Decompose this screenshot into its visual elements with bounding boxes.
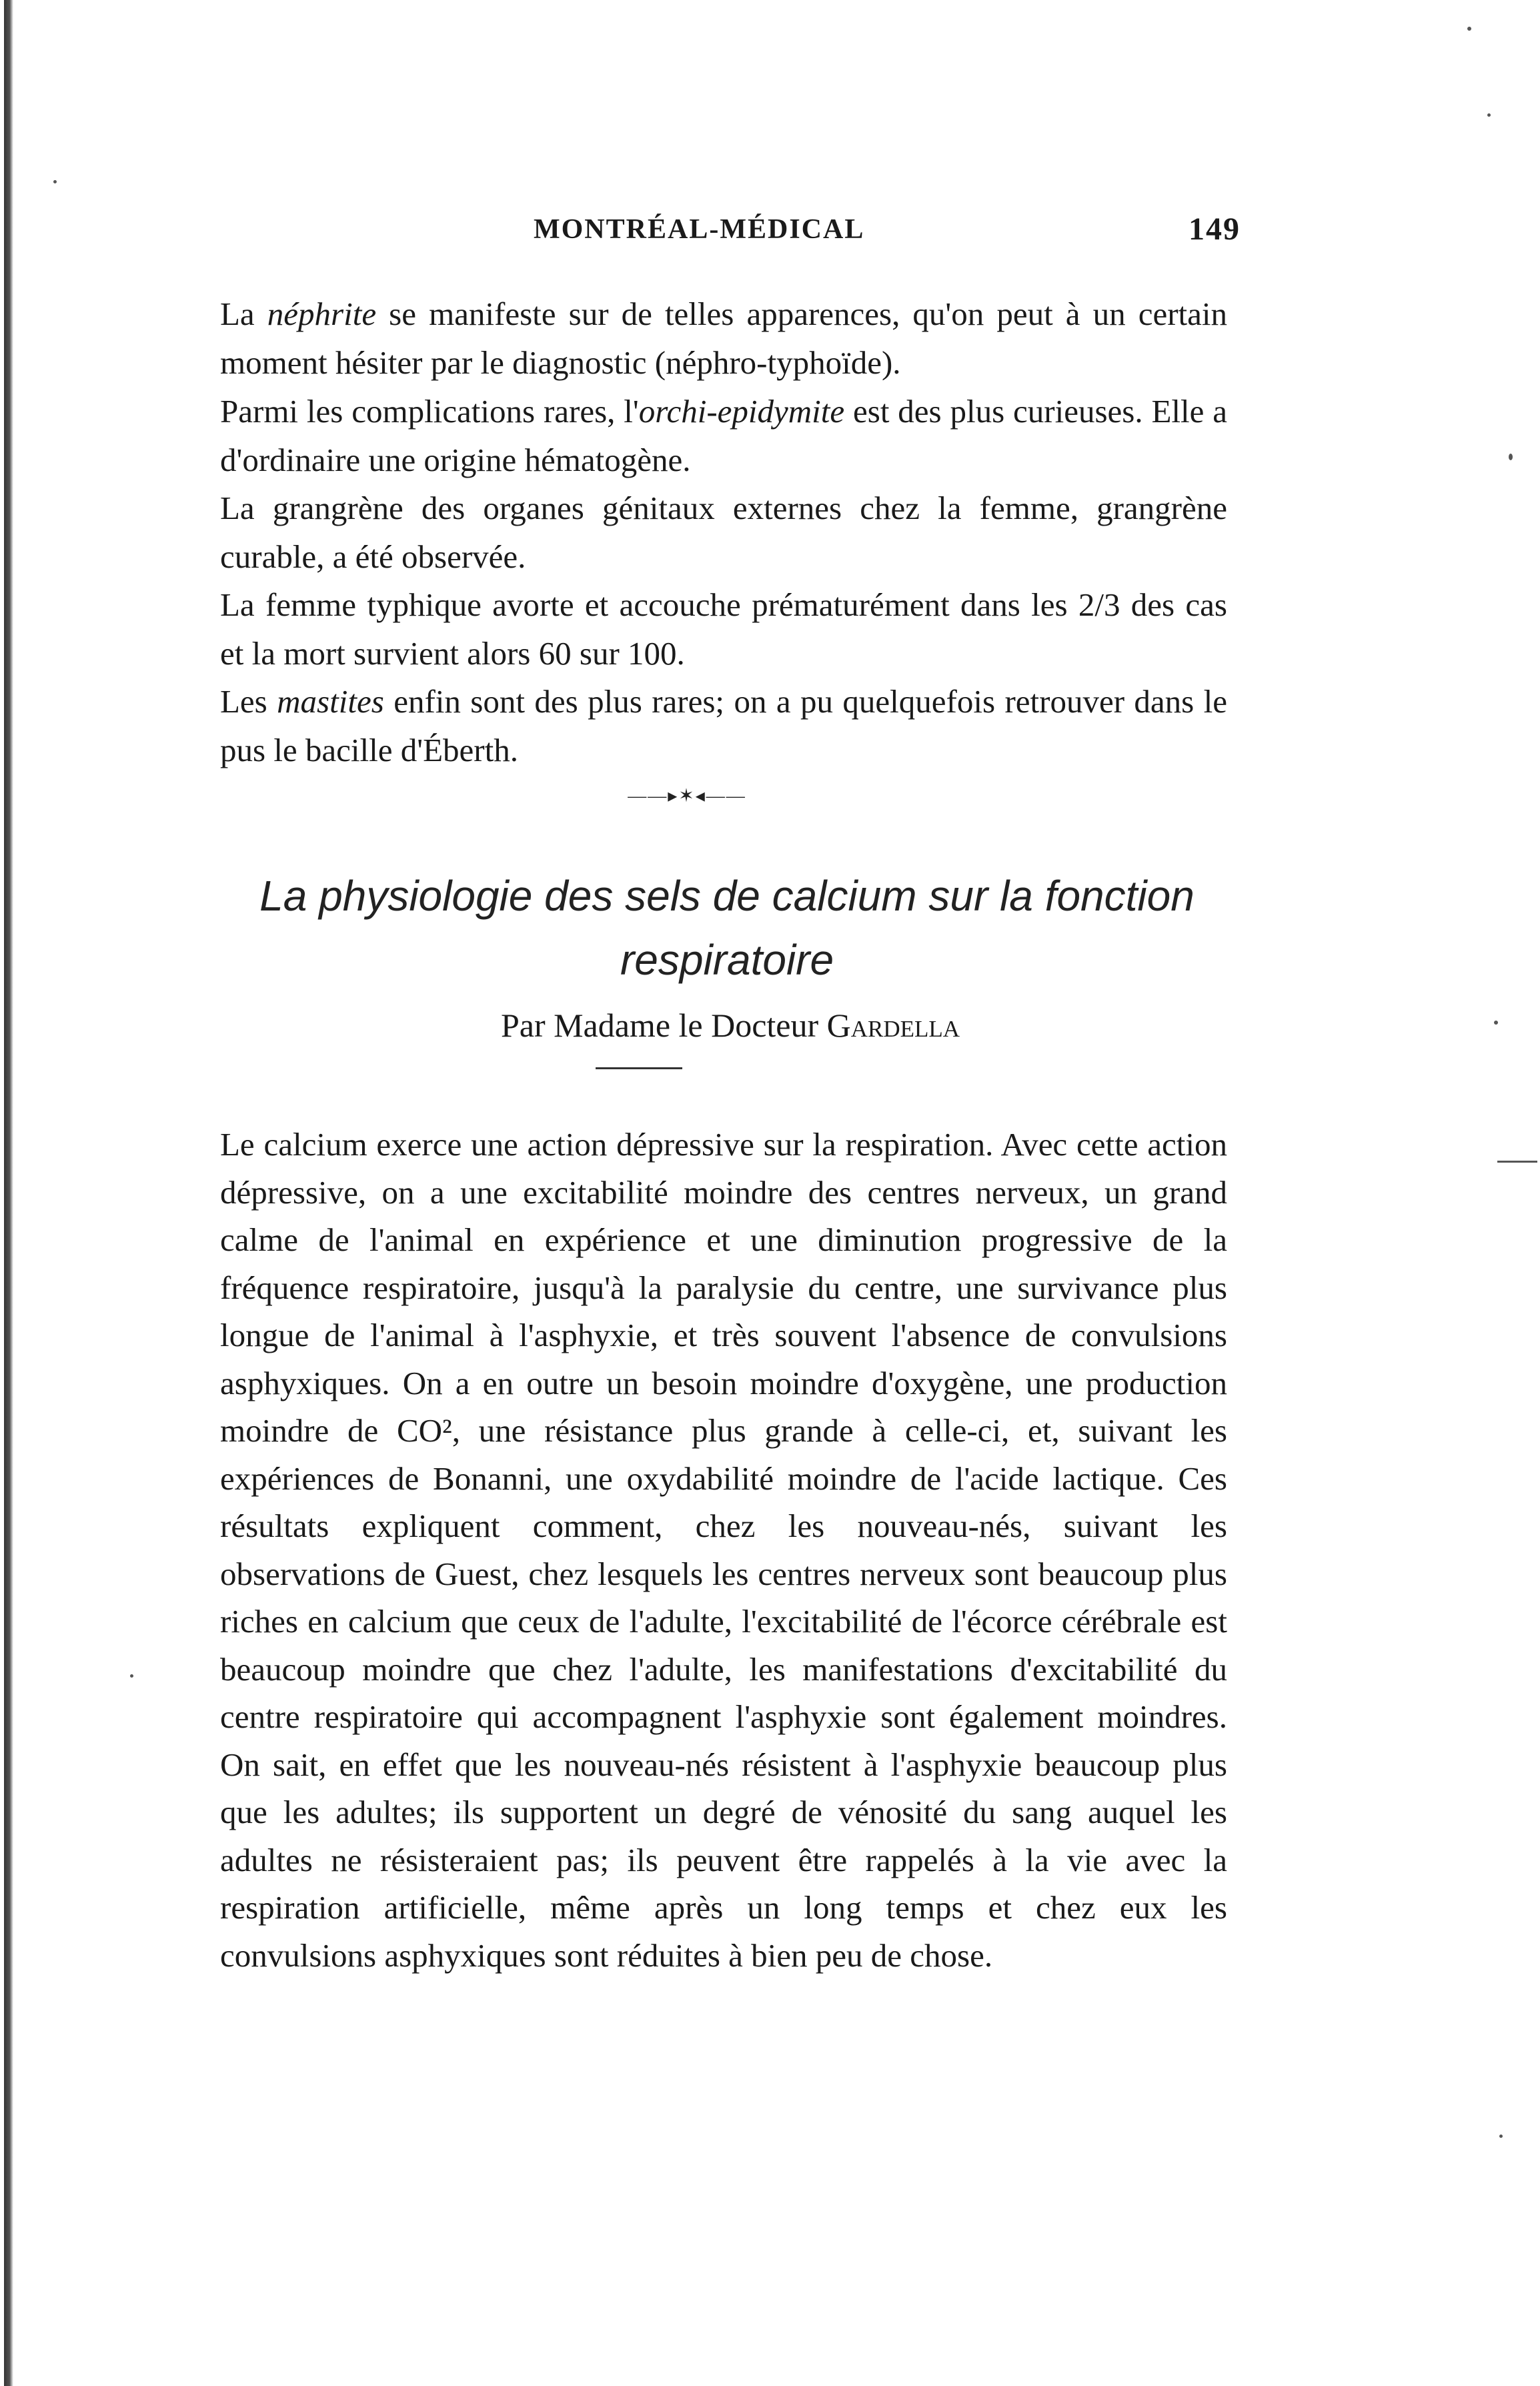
article-title: La physiologie des sels de calcium sur la fonction respiratoire (259, 872, 1195, 984)
paragraph-grangrene: La grangrène des organes génitaux externes chez la femme, grangrène curable, a été observée. (220, 490, 1227, 575)
running-head (220, 213, 1241, 253)
scan-speck (1467, 27, 1471, 31)
title-rule (596, 1067, 682, 1069)
emphasis-term: orchi-epidymite (638, 393, 845, 430)
binding-edge (4, 0, 13, 2386)
scan-speck (1497, 1161, 1537, 1163)
article-body: Le calcium exerce une action dépressive sur la respiration. Avec cette action dépressive, on a une excitabilité moindre des centres nerveux, un grand calme de l'animal en expérience et une diminution progressive de la fréquence respiratoire, jusqu'à la paralysie du centre, une survivance plus longue de l'animal à l'asphyxie, et très souvent l'absence de convulsions asphyxiques. On a en outre un besoin moindre d'oxygène, une production moindre de CO², une résistance plus grande à celle-ci, et, suivant les expériences de Bonanni, une oxydabilité moindre de l'acide lactique. Ces résultats expliquent comment, chez les nouveau-nés, suivant les observations de Guest, chez lesquels les centres nerveux sont beaucoup plus riches en calcium que ceux de l'adulte, l'excitabilité de l'écorce cérébrale est beaucoup moindre que chez l'adulte, les manifestations d'excitabilité du centre respiratoire qui accompagnent l'asphyxie sont également moindres. On sait, en effet que les nouveau-nés résistent à l'asphyxie beaucoup plus que les adultes; ils supportent un degré de vénosité du sang auquel les adultes ne résisteraient pas; ils peuvent être rappelés à la vie avec la respiration artificielle, même après un long temps et chez eux les convulsions asphyxiques sont réduites à bien peu de chose. (220, 1126, 1227, 1974)
paragraph-avortement: La femme typhique avorte et accouche prématurément dans les 2/3 des cas et la mort survient alors 60 sur 100. (220, 586, 1227, 672)
journal-title: MONTRÉAL-MÉDICAL (534, 214, 865, 245)
article-byline: Par Madame le Docteur Gardella (500, 1007, 960, 1044)
scan-speck (130, 1674, 133, 1678)
emphasis-term: mastites (277, 683, 384, 720)
scan-speck (53, 180, 57, 183)
scan-speck (1499, 2135, 1503, 2138)
scan-speck (1487, 113, 1491, 117)
section-ornament: ——▸✶◂—— (628, 786, 746, 806)
page-number: 149 (1189, 211, 1241, 247)
scan-speck (1494, 1021, 1498, 1025)
author-name: Gardella (826, 1007, 960, 1044)
paragraph-nephrite: La néphrite se manifeste sur de telles apparences, qu'on peut à un certain moment hésiter par le diagnostic (néphro-typhoïde). (220, 295, 1227, 381)
paragraph-mastites: Les mastites enfin sont des plus rares; on a pu quelquefois retrouver dans le pus le bacille d'Éberth. (220, 683, 1228, 768)
paragraph-orchi-epidymite: Parmi les complications rares, l'orchi-epidymite est des plus curieuses. Elle a d'ordinaire une origine hématogène. (220, 393, 1227, 478)
emphasis-term: néphrite (267, 295, 377, 332)
scan-speck (1509, 454, 1513, 460)
